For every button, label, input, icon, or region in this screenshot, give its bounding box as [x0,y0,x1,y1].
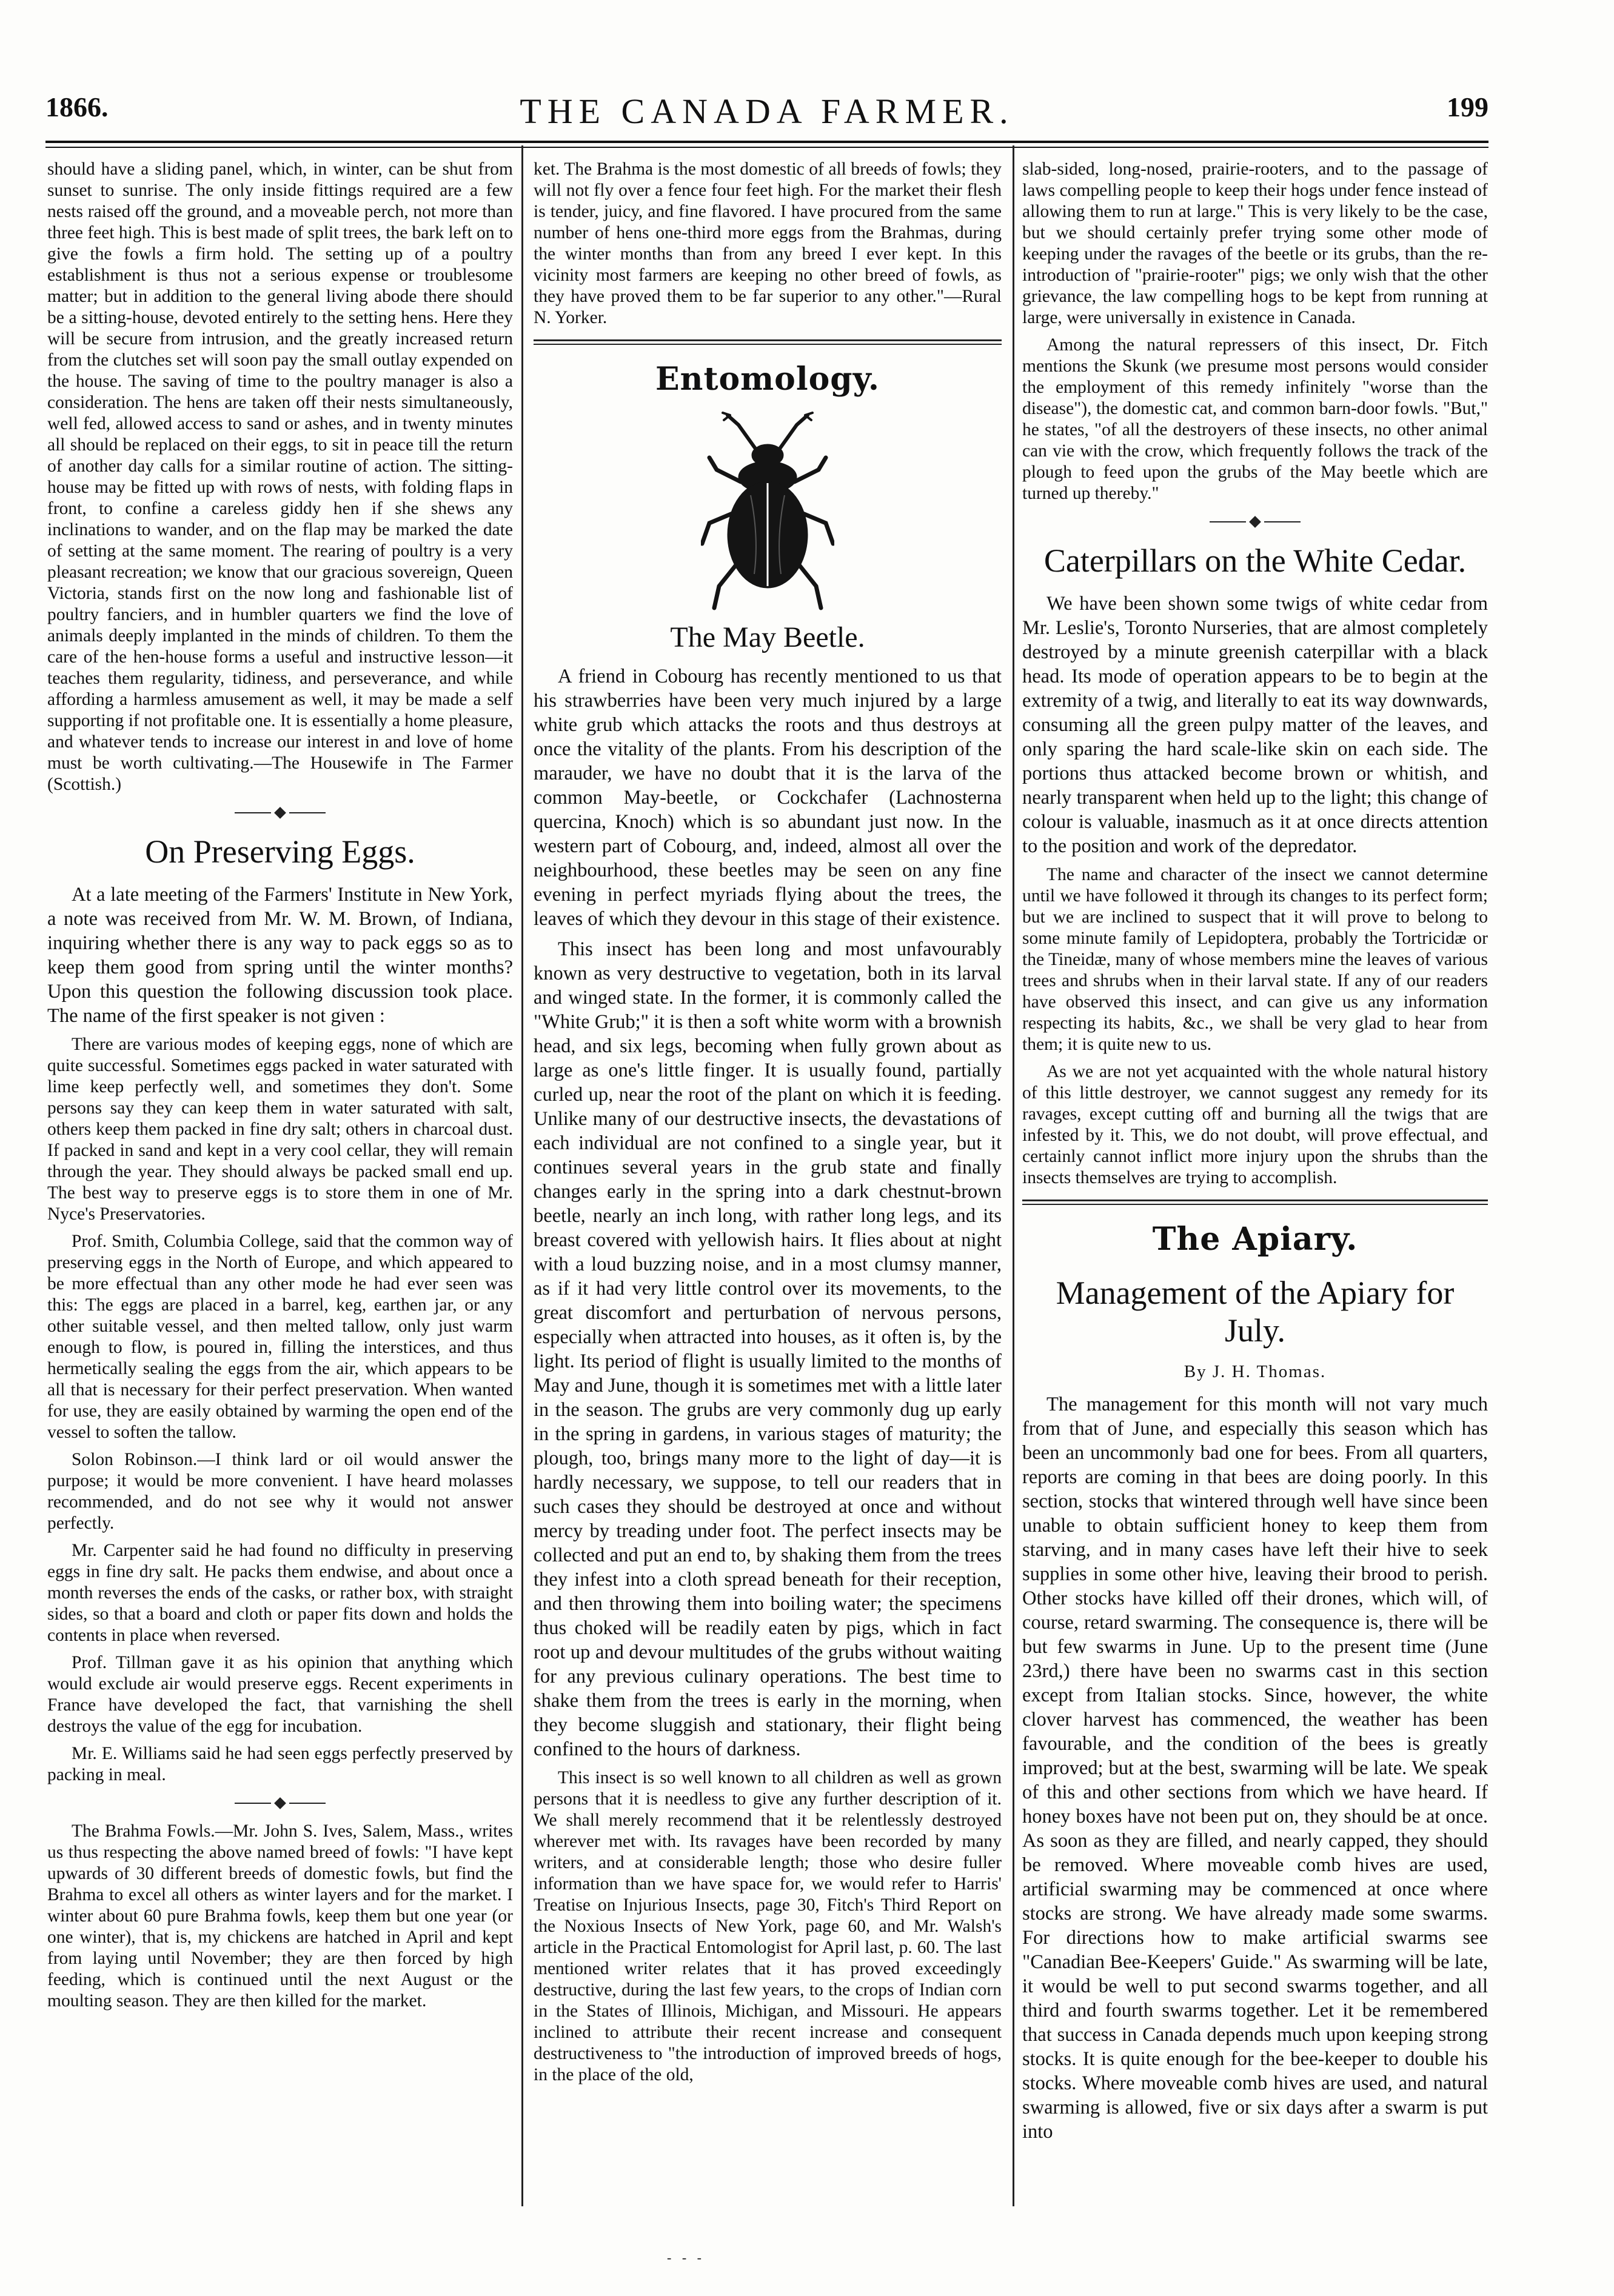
may-beetle-illustration [534,410,1002,616]
column-1 [47,159,513,2238]
apiary-paragraph: The management for this month will not vary much from that of June, and especially this season which has been an uncommonly bad one for bees. From all quarters, reports are coming in that bees are doing poorly. In this section, stocks that wintered through well have since been unable to obtain sufficient honey to keep them from starving, and in many cases have left their hive to seek supplies in some other hive, leaving their brood to perish. Other stocks have killed off their drones, which will, of course, retard swarming. The consequence is, there will be but few swarms in June. Up to the present time (June 23rd,) there have been no swarms cast in this section except from Italian stocks. Since, however, the white clover harvest has commenced, the weather has been favourable, and the condition of the bees is greatly improved; but at the best, swarming will be late. We speak of this and other sections from which we have heard. If honey boxes have not been put on, they should be at once. As soon as they are filled, and nearly capped, they should be removed. Where moveable comb hives are used, artificial swarming may be commenced at once where stocks are strong. We have already made some swarms. For directions how to make artificial swarms see "Canadian Bee-Keepers' Guide." As swarming will be late, it would be well to put second swarms together, and all third and fourth swarms together. Let it be remembered that success in Canada depends much upon keeping strong stocks. It is quite enough for the bee-keeper to double his stocks. Where moveable comb hives are used, and natural swarming is allowed, five or six days after a swarm is put into [1022,1393,1488,2143]
eggs-paragraph: Prof. Smith, Columbia College, said that the common way of preserving eggs in the North of Europe, and which appeared to be more effectual than any other mode he had ever seen was this: The eggs are placed in a barrel, keg, earthen jar, or any other suitable vessel, and then melted tallow, only just warm enough to flow, is poured in, filling the interstices, and thus hermetically sealing the eggs from the air, which appears to be all that is necessary for their perfect preservation. When wanted for use, they are easily obtained by warming the open end of the vessel to soften the tallow. [47,1232,513,1442]
ornament-divider [1210,518,1301,526]
eggs-paragraph: Mr. E. Williams said he had seen eggs perfectly preserved by packing in meal. [47,1744,513,1784]
eggs-paragraph: Solon Robinson.—I think lard or oil would answer the purpose; it would be more convenient. I have heard molasses recommended, and do not see why it would not answer perfectly. [47,1450,513,1533]
poultry-continued-text: should have a sliding panel, which, in winter, can be shut from sunset to sunrise. The only inside fittings required are a few nests raised off the ground, and a moveable perch, not more than three feet high. This is best made of split trees, the bark left on to give the fowls a firm hold. The setting up of a poultry establishment is thus not a serious expense or troublesome matter; but in addition to the general living abode there should be a sitting-house, devoted entirely to the setting hens. Here they will be secure from intrusion, and the greatly increased return from the clutches set will soon pay the small outlay expended on the house. The saving of time to the poultry manager is also a consideration. The hens are taken off their nests simultaneously, well fed, allowed access to sand or ashes, and in twenty minutes all should be replaced on their eggs, to sit in peace till the return of another day calls for a similar routine of action. The sitting-house may be fitted up with rows of nests, with folding flaps in front, to confine a careless giddy hen if she shews any inclinations to wander, and on the flap may be marked the date of setting at the same moment. The rearing of poultry is a very pleasant recreation; we know that our gracious sovereign, Queen Victoria, stands first on the now long and fashionable list of poultry fanciers, and in humbler quarters we find the love of animals deeply implanted in the minds of children. To them the care of the hen-house forms a useful and instructive lesson—it teaches them regularity, tidiness, and perseverance, and while affording a harmless amusement as well, it may be made a self supporting if not profitable one. It is essentially a home pleasure, and whatever tends to increase our interest in and love of home must be worth cultivating.—The Housewife in The Farmer (Scottish.) [47,159,513,794]
heading-caterpillars: Caterpillars on the White Cedar. [1043,542,1467,579]
section-rule [1022,1204,1488,1205]
byline: By J. H. Thomas. [1184,1362,1327,1381]
heading-management-apiary: Management of the Apiary for July. [1056,1275,1455,1349]
header-rule-thick [45,141,1488,143]
header-year: 1866. [45,92,109,122]
column-2 [534,159,1002,2238]
section-rule [1022,1200,1488,1201]
brahma-fowls-paragraph: The Brahma Fowls.—Mr. John S. Ives, Salem, Mass., writes us thus respecting the above named breed of fowls: "I have kept upwards of 30 different breeds of domestic fowls, but find the Brahma to excel all others as winter layers and for the market. I winter about 60 pure Brahma fowls, keep them but one year (or one winter), that is, my chickens are hatched in April and kept from laying until November; they are then forced by high feeding, which is continued until the next August or the moulting season. They are then killed for the market. [47,1821,513,2011]
section-rule [534,344,1002,345]
caterpillars-paragraph: The name and character of the insect we cannot determine until we have followed it through its changes to its perfect form; but we are inclined to suspect that it will prove to belong to some minute family of Lepidoptera, probably the Tortricidæ or the Tineidæ, many of whose members mine the leaves of various trees and shrubs when in their larval state. If any of our readers have observed this insect, and can give us any information respecting its habits, &c., we shall be very glad to hear from them; it is quite new to us. [1022,865,1488,1054]
figure-caption: The May Beetle. [670,621,865,653]
beetle-paragraph: Among the natural repressers of this insect, Dr. Fitch mentions the Skunk (we presume most persons would consider the employment of this remedy infinitely "worse than the disease"), the domestic cat, and common barn-door fowls. "But," he states, "of all the destroyers of these insects, no other animal can vie with the crow, which frequently follows the track of the plough to feed upon the grubs of the May beetle which are turned up thereby." [1022,335,1488,503]
beetle-intro-paragraph: A friend in Cobourg has recently mentioned to us that his strawberries have been very much injured by a large white grub which attacks the roots and thus destroys at once the vitality of the plants. From his description of the marauder, we have no doubt that it is the larva of the common May-beetle, or Cockchafer (Lachnosterna quercina, Knoch) which is so abundant just now. In the western part of Cobourg, and, indeed, almost all over the neighbourhood, these beetles may be seen on any fine evening in perfect myriads flying about the trees, the leaves of which they devour in this stage of their existence. [534,666,1002,930]
section-heading-apiary: The Apiary. [1152,1221,1358,1258]
column-3 [1022,159,1488,2238]
footer-mark: - - - [667,2250,705,2265]
beetle-icon [701,410,834,610]
heading-preserving-eggs: On Preserving Eggs. [145,833,415,870]
section-rule [534,339,1002,341]
beetle-paragraph: This insect is so well known to all children as well as grown persons that it is needless to give any further description of it. We shall merely recommend that it be relentlessly destroyed wherever met with. Its ravages have been recorded by many writers, and at considerable length; those who desire fuller information than we have space for, we would refer to Harris' Treatise on Injurious Insects, page 30, Fitch's Third Report on the Noxious Insects of New York, page 60, and Mr. Walsh's article in the Practical Entomologist for April last, p. 60. The last mentioned writer relates that it has proved exceedingly destructive, during the last few years, to the crops of Indian corn in the States of Illinois, Michigan, and Missouri. He appears inclined to attribute their recent increase and consequent destructiveness to "the introduction of improved breeds of hogs, in the place of the old, [534,1768,1002,2084]
page-header [45,91,1488,149]
eggs-paragraph: Prof. Tillman gave it as his opinion that anything which would exclude air would preserve eggs. Recent experiments in France have developed the fact, that varnishing the shell destroys the value of the egg for incubation. [47,1653,513,1736]
column-divider-1 [521,145,523,2206]
caterpillars-paragraph: As we are not yet acquainted with the whole natural history of this little destroyer, we cannot suggest any remedy for its ravages, except cutting off and burning all the twigs that are infested by it. This, we do not doubt, will prove effectual, and certainly cannot inflict more injury upon the shrubs than the insects themselves are trying to accomplish. [1022,1062,1488,1187]
eggs-paragraph: There are various modes of keeping eggs, none of which are quite successful. Sometimes eggs packed in water saturated with lime keep perfectly well, and sometimes they don't. Some persons say they can keep them in water saturated with salt, others keep them packed in fine dry salt; others in charcoal dust. If packed in sand and kept in a very cool cellar, they will remain through the year. They should always be packed small end up. The best way to preserve eggs is to store them in one of Mr. Nyce's Preservatories. [47,1035,513,1224]
caterpillars-paragraph: We have been shown some twigs of white cedar from Mr. Leslie's, Toronto Nurseries, that are almost completely destroyed by a minute greenish caterpillar with a black head. Its mode of operation appears to be to begin at the extremity of a twig, and literally to eat its way downwards, consuming all the green pulpy matter of the leaves, and only sparing the hard scale-like skin on each side. The portions thus attacked become brown or whitish, and nearly transparent when held up to the light; this change of colour is valuable, inasmuch as it at once directs attention to the position and work of the depredator. [1022,593,1488,857]
brahma-continued-text: ket. The Brahma is the most domestic of all breeds of fowls; they will not fly over a fence four feet high. For the market their flesh is tender, juicy, and fine flavored. I have procured from the same number of hens one-third more eggs from the Brahmas, during the winter months than from any breed I ever kept. In this vicinity most farmers are keeping no other breed of fowls, as they have proved them to be far superior to any other."—Rural N. Yorker. [534,159,1002,327]
eggs-intro-paragraph: At a late meeting of the Farmers' Institute in New York, a note was received from Mr. W. M. Brown, of Indiana, inquiring whether there is any way to pack eggs so as to keep them good from spring until the winter months? Upon this question the following discussion took place. The name of the first speaker is not given : [47,884,513,1027]
section-heading-entomology: Entomology. [655,361,880,398]
masthead-title: THE CANADA FARMER. [520,92,1014,131]
ornament-divider [235,1799,326,1807]
column-divider-2 [1013,145,1014,2206]
ornament-divider [235,809,326,817]
beetle-continued-text: slab-sided, long-nosed, prairie-rooters, and to the passage of laws compelling people to keep their hogs under fence instead of allowing them to run at large." This is very likely to be the case, but we should certainly prefer trying some other mode of keeping under the ravages of the beetle or its grubs, than the re-introduction of "prairie-rooter" pigs; we only wish that the other grievance, the law compelling hogs to be kept from running at large, were universally in existence in Canada. [1022,159,1488,327]
eggs-paragraph: Mr. Carpenter said he had found no difficulty in preserving eggs in fine dry salt. He packs them endwise, and about once a month reverses the ends of the casks, or rather box, with straight sides, so that a board and cloth or paper fits down and holds the contents in place when reversed. [47,1541,513,1645]
page-number: 199 [1447,92,1488,122]
header-rule-thin [45,147,1488,148]
beetle-paragraph: This insect has been long and most unfavourably known as very destructive to vegetation, both in its larval and winged state. In the former, it is commonly called the "White Grub;" it is then a soft white worm with a brownish head, and six legs, becoming when fully grown about as large as one's little finger. It is usually found, partially curled up, near the root of the plant on which it is feeding. Unlike many of our destructive insects, the devastations of each individual are not confined to a single year, but it continues several years in the grub state and finally changes early in the spring into a dark chestnut-brown beetle, nearly an inch long, with rather long legs, and its breast covered with yellowish hairs. It flies about at night with a loud buzzing noise, and in a most clumsy manner, as if it had very little control over its movements, to the great discomfort and perturbation of nervous persons, especially when attracted into houses, as it often is, by the light. Its period of flight is usually limited to the months of May and June, though it is sometimes met with a little later in the season. The grubs are very commonly dug up early in the spring in gardens, in various stages of maturity; the plough, too, brings many more to the light of day—it is hardly necessary, we suppose, to tell our readers that in such cases they should be destroyed at once and without mercy by treading under foot. The perfect insects may be collected and put an end to, by shaking them from the trees they infest into a cloth spread beneath for their reception, and then throwing them into boiling water; the specimens thus choked will be readily eaten by pigs, which in fact root up and devour multitudes of the grubs without waiting for any previous culinary operations. The best time to shake them from the trees is early in the morning, when they become sluggish and stationary, their flight being confined to the hours of darkness. [534,938,1002,1760]
